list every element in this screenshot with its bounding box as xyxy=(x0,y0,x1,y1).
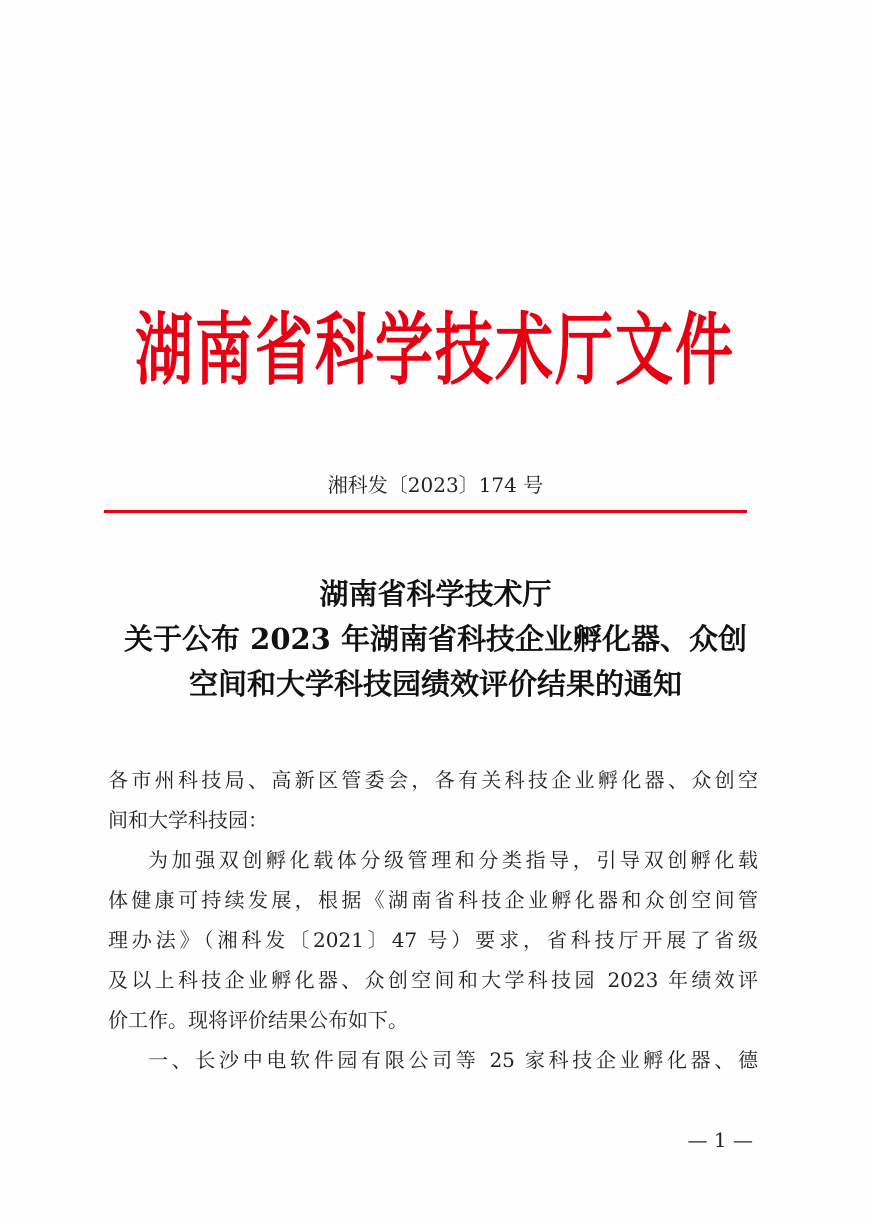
notice-body xyxy=(108,760,758,1080)
body-line-paragraph: 体健康可持续发展，根据《湖南省科技企业孵化器和众创空间管 xyxy=(108,888,758,912)
body-line-paragraph: 为加强双创孵化载体分级管理和分类指导，引导双创孵化载 xyxy=(148,848,758,872)
document-number: 湘科发〔2023〕174 号 xyxy=(327,473,544,497)
body-line-item-one: 一、长沙中电软件园有限公司等 25 家科技企业孵化器、德 xyxy=(148,1048,758,1072)
title-line: 关于公布 2023 年湖南省科技企业孵化器、众创 xyxy=(124,622,747,656)
body-line-addressees: 各市州科技局、高新区管委会，各有关科技企业孵化器、众创空 xyxy=(108,768,758,792)
body-line-paragraph: 理办法》（湘科发〔2021〕47 号）要求，省科技厅开展了省级 xyxy=(108,928,758,952)
body-line-paragraph: 价工作。现将评价结果公布如下。 xyxy=(108,1008,408,1032)
notice-title xyxy=(40,572,831,707)
red-separator-rule xyxy=(104,510,747,513)
page-number: — 1 — xyxy=(687,1128,753,1152)
title-line: 空间和大学科技园绩效评价结果的通知 xyxy=(188,667,682,701)
body-line-paragraph: 及以上科技企业孵化器、众创空间和大学科技园 2023 年绩效评 xyxy=(108,968,758,992)
agency-header-title: 湖南省科学技术厅文件 xyxy=(134,304,735,396)
body-line-addressees-cont: 间和大学科技园： xyxy=(108,808,268,832)
title-line: 湖南省科学技术厅 xyxy=(319,577,552,611)
